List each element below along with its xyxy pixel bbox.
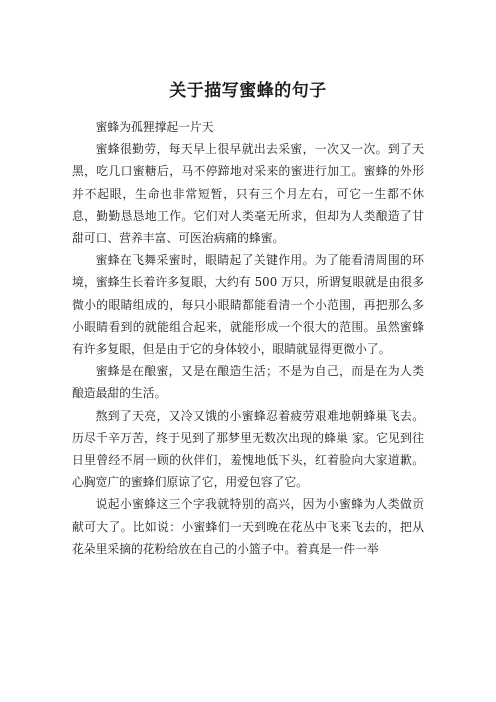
document-body <box>72 116 424 560</box>
document-title: 关于描写蜜蜂的句子 <box>169 81 327 101</box>
paragraph: 熬到了天亮，又冷又饿的小蜜蜂忍着疲劳艰难地朝蜂巢飞去。历尽千辛万苦，终于见到了那梦里无数次出现的蜂巢 家。它见到往日里曾经不屑一顾的伙伴们，羞愧地低下头，红着脸向大家道歉。心胸宽广的蜜蜂们原谅了它，用爱包容了它。 <box>72 408 424 490</box>
paragraph: 蜜蜂在飞舞采蜜时，眼睛起了关键作用。为了能看清周围的环境，蜜蜂生长着许多复眼，大约有 500 万只，所谓复眼就是由很多微小的眼睛组成的，每只小眼睛都能看清一个小范围，再把那么多小眼睛看到的就能组合起来，就能形成一个很大的范围。虽然蜜蜂有许多复眼，但是由于它的身体较小，眼睛就显得更微小了。 <box>72 253 424 357</box>
paragraph: 蜜蜂为孤狸撑起一片天 <box>95 120 214 134</box>
paragraph: 蜜蜂很勤劳，每天早上很早就出去采蜜，一次又一次。到了天黑，吃几口蜜糖后，马不停蹄地对采来的蜜进行加工。蜜蜂的外形并不起眼，生命也非常短暂，只有三个月左右，可它一生都不休息，勤勤恳恳地工作。它们对人类毫无所求，但却为人类酿造了甘甜可口、营养丰富、可医治病痛的蜂蜜。 <box>72 142 424 246</box>
paragraph: 蜜蜂是在酿蜜，又是在酿造生活；不是为自己，而是在为人类酿造最甜的生活。 <box>72 364 424 401</box>
paragraph: 说起小蜜蜂这三个字我就特别的高兴，因为小蜜蜂为人类做贡献可大了。比如说：小蜜蜂们一天到晚在花丛中飞来飞去的，把从花朵里采摘的花粉给放在自己的小篮子中。着真是一件一举 <box>72 497 424 556</box>
